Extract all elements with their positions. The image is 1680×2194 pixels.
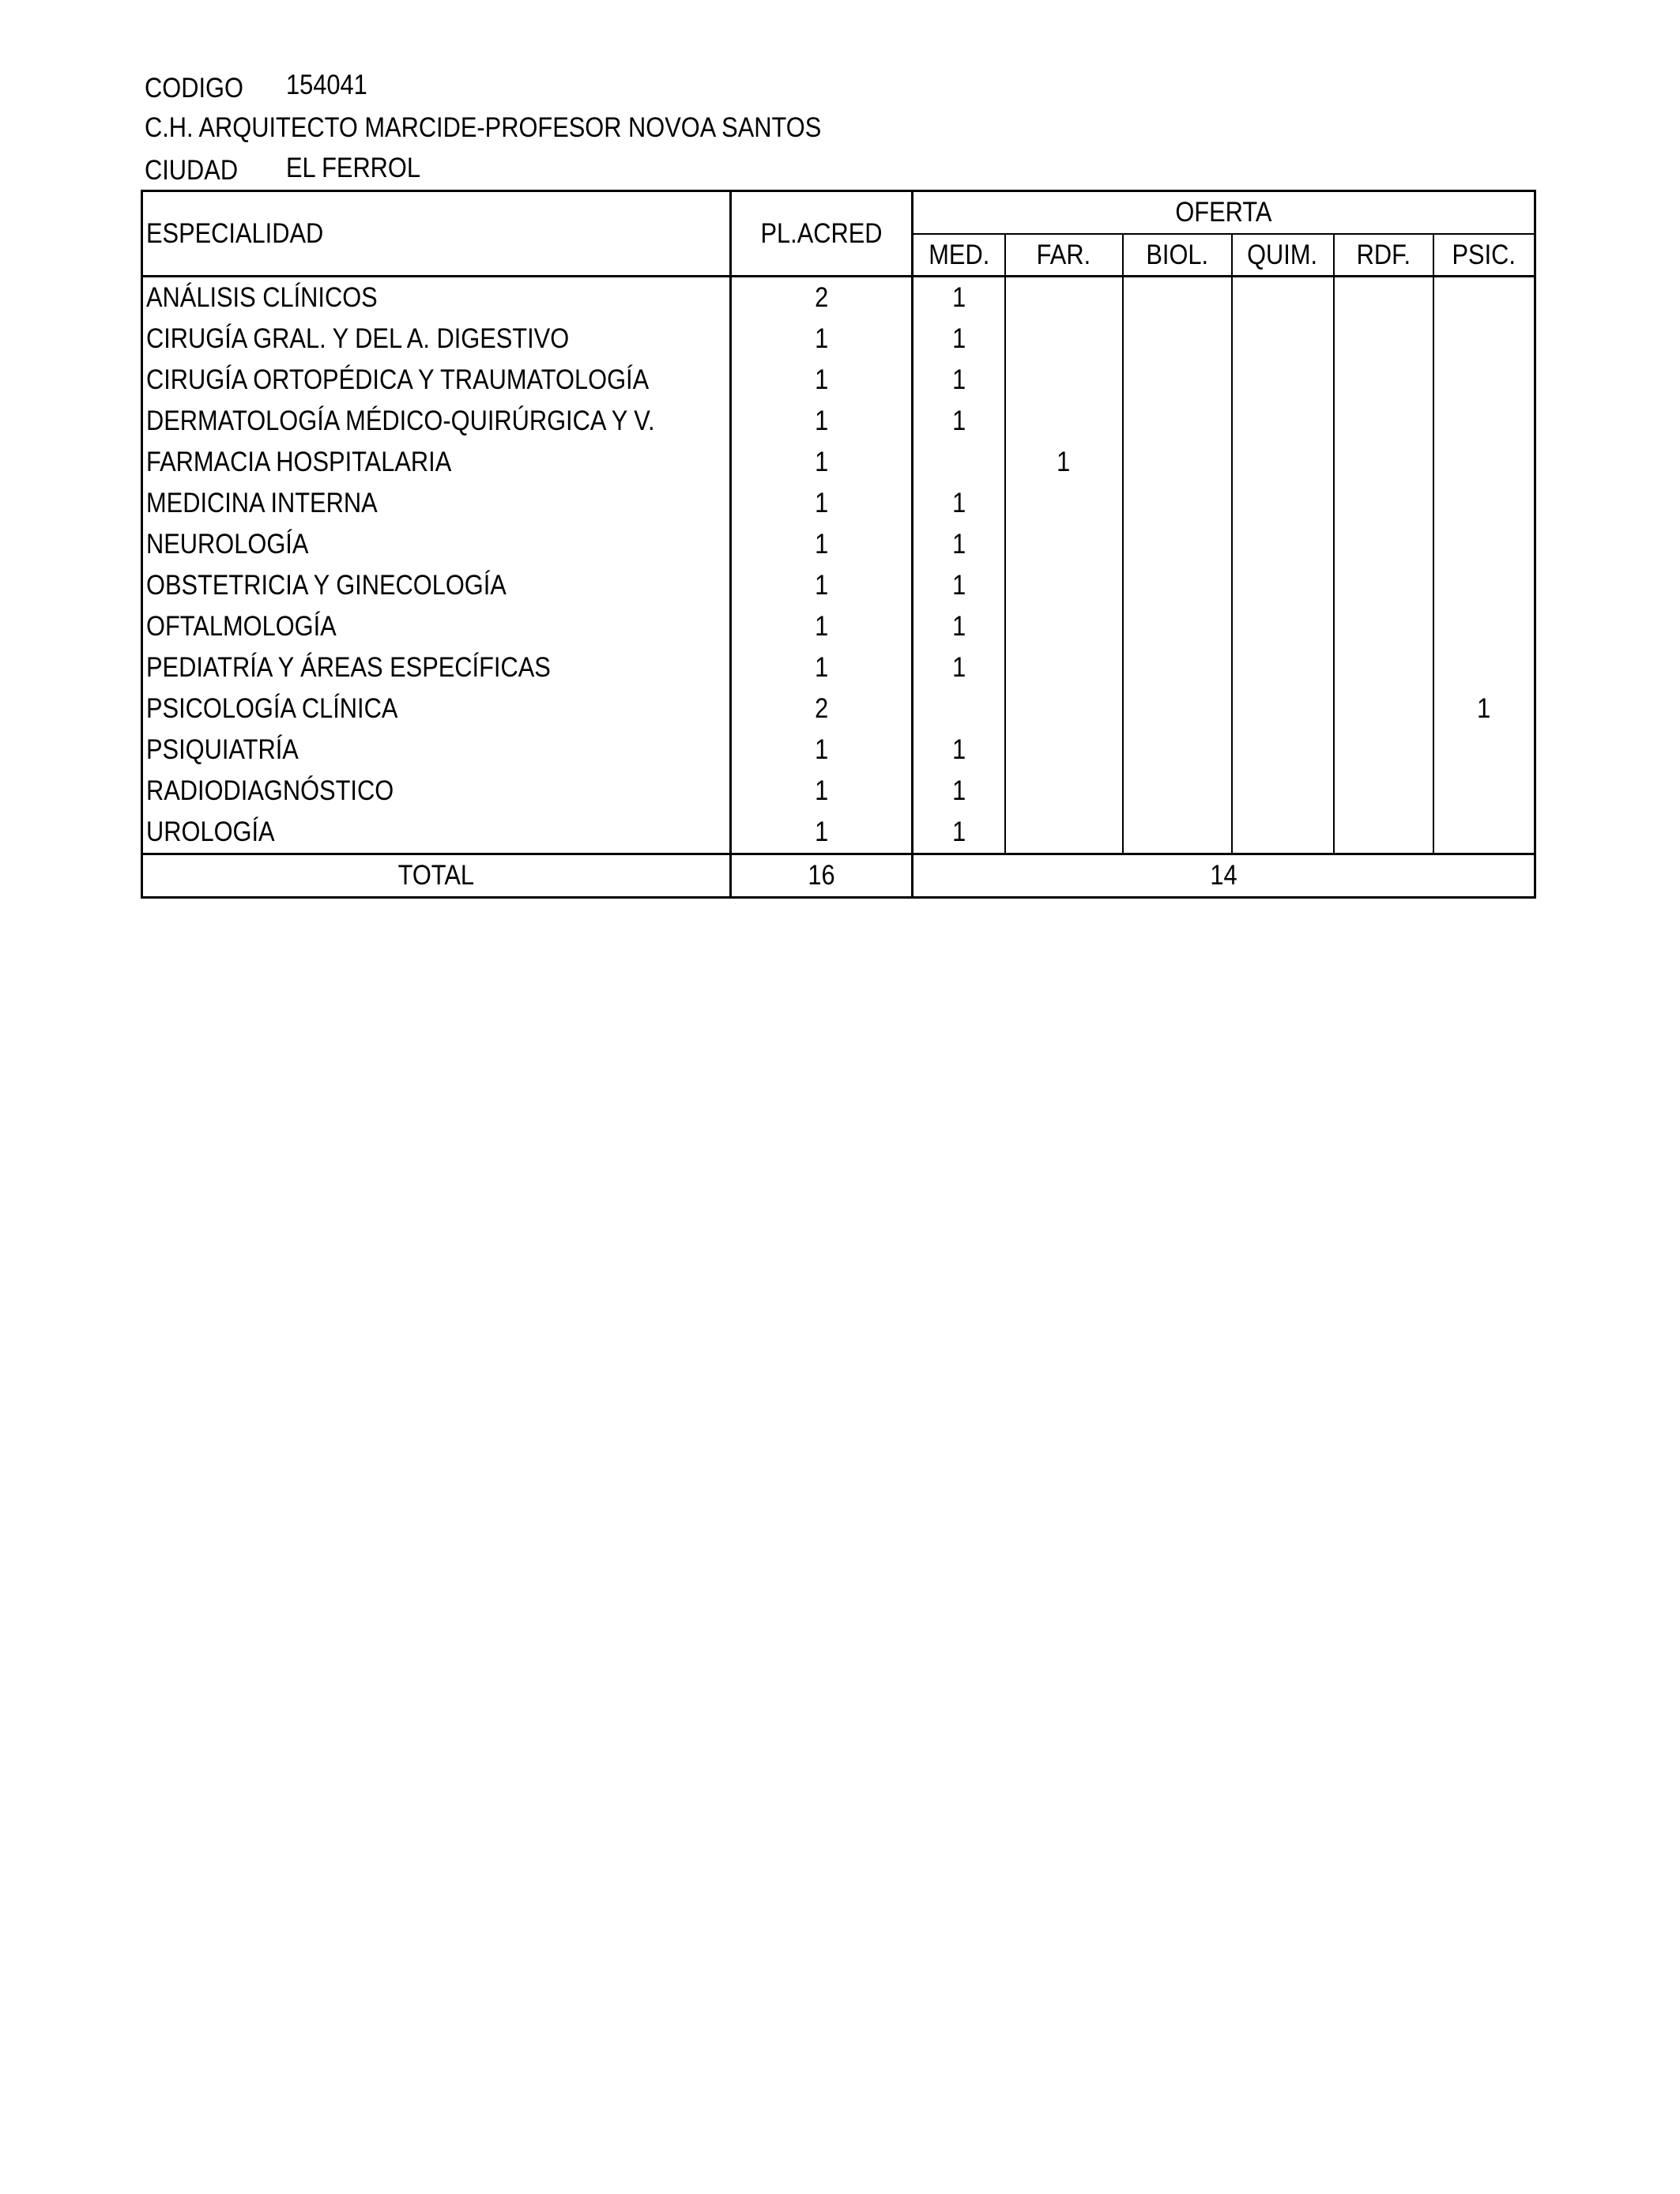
table-row <box>142 319 1535 360</box>
oferta-biol-value <box>1123 647 1232 688</box>
oferta-psic-value: 1 <box>1433 688 1535 729</box>
table-row <box>142 647 1535 688</box>
oferta-med-value: 1 <box>913 606 1005 647</box>
oferta-med-value: 1 <box>913 771 1005 812</box>
table-row <box>142 688 1535 729</box>
oferta-quim-value <box>1232 442 1334 483</box>
oferta-rdf-value <box>1334 565 1433 606</box>
oferta-biol-value <box>1123 565 1232 606</box>
oferta-quim-value <box>1232 360 1334 401</box>
oferta-far-value <box>1005 277 1123 319</box>
oferta-med-value: 1 <box>913 319 1005 360</box>
oferta-far-value <box>1005 524 1123 565</box>
oferta-far-value <box>1005 565 1123 606</box>
header-far: FAR. <box>1005 234 1123 277</box>
oferta-quim-value <box>1232 319 1334 360</box>
oferta-rdf-value <box>1334 277 1433 319</box>
oferta-quim-value <box>1232 729 1334 771</box>
oferta-far-value <box>1005 401 1123 442</box>
oferta-rdf-value <box>1334 401 1433 442</box>
specialty-name: ANÁLISIS CLÍNICOS <box>142 277 731 319</box>
header-especialidad: ESPECIALIDAD <box>142 191 731 277</box>
oferta-far-value <box>1005 606 1123 647</box>
oferta-quim-value <box>1232 401 1334 442</box>
oferta-biol-value <box>1123 771 1232 812</box>
pl-acred-value: 1 <box>731 401 913 442</box>
header-quim: QUIM. <box>1232 234 1334 277</box>
code-value: 154041 <box>286 70 367 100</box>
specialty-name: OBSTETRICIA Y GINECOLOGÍA <box>142 565 731 606</box>
total-label: TOTAL <box>142 854 731 898</box>
oferta-rdf-value <box>1334 360 1433 401</box>
oferta-quim-value <box>1232 812 1334 854</box>
oferta-rdf-value <box>1334 319 1433 360</box>
specialty-name: CIRUGÍA GRAL. Y DEL A. DIGESTIVO <box>142 319 731 360</box>
total-oferta: 14 <box>913 854 1535 898</box>
code-label: CODIGO <box>145 73 243 104</box>
oferta-psic-value <box>1433 524 1535 565</box>
oferta-biol-value <box>1123 360 1232 401</box>
oferta-biol-value <box>1123 524 1232 565</box>
oferta-quim-value <box>1232 647 1334 688</box>
pl-acred-value: 1 <box>731 319 913 360</box>
oferta-quim-value <box>1232 606 1334 647</box>
specialty-name: PEDIATRÍA Y ÁREAS ESPECÍFICAS <box>142 647 731 688</box>
oferta-quim-value <box>1232 688 1334 729</box>
oferta-med-value: 1 <box>913 729 1005 771</box>
oferta-rdf-value <box>1334 688 1433 729</box>
table-row <box>142 524 1535 565</box>
pl-acred-value: 1 <box>731 729 913 771</box>
oferta-biol-value <box>1123 688 1232 729</box>
table-row <box>142 729 1535 771</box>
oferta-rdf-value <box>1334 483 1433 524</box>
oferta-far-value <box>1005 771 1123 812</box>
total-row <box>142 854 1535 898</box>
oferta-quim-value <box>1232 565 1334 606</box>
oferta-med-value: 1 <box>913 647 1005 688</box>
oferta-quim-value <box>1232 524 1334 565</box>
oferta-rdf-value <box>1334 524 1433 565</box>
pl-acred-value: 1 <box>731 360 913 401</box>
pl-acred-value: 1 <box>731 524 913 565</box>
center-name: C.H. ARQUITECTO MARCIDE-PROFESOR NOVOA SANTOS <box>145 112 822 143</box>
oferta-biol-value <box>1123 812 1232 854</box>
oferta-psic-value <box>1433 565 1535 606</box>
header-rdf: RDF. <box>1334 234 1433 277</box>
oferta-far-value <box>1005 483 1123 524</box>
specialty-name: UROLOGÍA <box>142 812 731 854</box>
header-code-value-line <box>286 70 367 101</box>
oferta-med-value: 1 <box>913 565 1005 606</box>
oferta-far-value: 1 <box>1005 442 1123 483</box>
header-psic: PSIC. <box>1433 234 1535 277</box>
specialty-name: PSIQUIATRÍA <box>142 729 731 771</box>
specialty-name: NEUROLOGÍA <box>142 524 731 565</box>
oferta-rdf-value <box>1334 647 1433 688</box>
header-oferta: OFERTA <box>913 191 1535 235</box>
table-header-row <box>142 191 1535 235</box>
city-label: CIUDAD <box>145 155 239 186</box>
oferta-quim-value <box>1232 771 1334 812</box>
oferta-far-value <box>1005 729 1123 771</box>
pl-acred-value: 2 <box>731 688 913 729</box>
oferta-far-value <box>1005 319 1123 360</box>
table-row <box>142 360 1535 401</box>
oferta-far-value <box>1005 360 1123 401</box>
oferta-rdf-value <box>1334 771 1433 812</box>
oferta-quim-value <box>1232 483 1334 524</box>
table-row <box>142 771 1535 812</box>
oferta-rdf-value <box>1334 442 1433 483</box>
oferta-med-value: 1 <box>913 483 1005 524</box>
specialty-name: DERMATOLOGÍA MÉDICO-QUIRÚRGICA Y V. <box>142 401 731 442</box>
table-row <box>142 606 1535 647</box>
table-row <box>142 442 1535 483</box>
oferta-psic-value <box>1433 812 1535 854</box>
oferta-psic-value <box>1433 401 1535 442</box>
oferta-psic-value <box>1433 277 1535 319</box>
total-pl-acred: 16 <box>731 854 913 898</box>
pl-acred-value: 1 <box>731 483 913 524</box>
oferta-psic-value <box>1433 483 1535 524</box>
header-city-line <box>145 155 238 187</box>
oferta-biol-value <box>1123 606 1232 647</box>
oferta-med-value: 1 <box>913 360 1005 401</box>
oferta-psic-value <box>1433 360 1535 401</box>
pl-acred-value: 1 <box>731 442 913 483</box>
header-city-value-line <box>286 153 420 184</box>
oferta-far-value <box>1005 688 1123 729</box>
table-row <box>142 812 1535 854</box>
city-value: EL FERROL <box>286 153 421 183</box>
table-row <box>142 483 1535 524</box>
pl-acred-value: 1 <box>731 565 913 606</box>
specialty-name: PSICOLOGÍA CLÍNICA <box>142 688 731 729</box>
header-code-line <box>145 73 243 104</box>
pl-acred-value: 1 <box>731 606 913 647</box>
oferta-biol-value <box>1123 319 1232 360</box>
oferta-med-value <box>913 442 1005 483</box>
oferta-rdf-value <box>1334 606 1433 647</box>
oferta-biol-value <box>1123 277 1232 319</box>
specialty-name: MEDICINA INTERNA <box>142 483 731 524</box>
oferta-med-value: 1 <box>913 812 1005 854</box>
oferta-biol-value <box>1123 729 1232 771</box>
oferta-far-value <box>1005 647 1123 688</box>
pl-acred-value: 1 <box>731 812 913 854</box>
oferta-med-value <box>913 688 1005 729</box>
oferta-med-value: 1 <box>913 401 1005 442</box>
oferta-psic-value <box>1433 442 1535 483</box>
oferta-rdf-value <box>1334 729 1433 771</box>
table-row <box>142 401 1535 442</box>
oferta-quim-value <box>1232 277 1334 319</box>
specialty-table <box>141 190 1536 899</box>
header-biol: BIOL. <box>1123 234 1232 277</box>
header-pl-acred: PL.ACRED <box>731 191 913 277</box>
oferta-psic-value <box>1433 771 1535 812</box>
oferta-psic-value <box>1433 606 1535 647</box>
header-med: MED. <box>913 234 1005 277</box>
oferta-psic-value <box>1433 729 1535 771</box>
oferta-med-value: 1 <box>913 277 1005 319</box>
specialty-name: CIRUGÍA ORTOPÉDICA Y TRAUMATOLOGÍA <box>142 360 731 401</box>
table-row <box>142 565 1535 606</box>
table-row <box>142 277 1535 319</box>
specialty-name: OFTALMOLOGÍA <box>142 606 731 647</box>
specialty-name: FARMACIA HOSPITALARIA <box>142 442 731 483</box>
pl-acred-value: 1 <box>731 771 913 812</box>
specialty-name: RADIODIAGNÓSTICO <box>142 771 731 812</box>
oferta-far-value <box>1005 812 1123 854</box>
pl-acred-value: 2 <box>731 277 913 319</box>
oferta-rdf-value <box>1334 812 1433 854</box>
oferta-biol-value <box>1123 442 1232 483</box>
oferta-biol-value <box>1123 401 1232 442</box>
oferta-biol-value <box>1123 483 1232 524</box>
pl-acred-value: 1 <box>731 647 913 688</box>
oferta-psic-value <box>1433 319 1535 360</box>
oferta-med-value: 1 <box>913 524 1005 565</box>
oferta-psic-value <box>1433 647 1535 688</box>
